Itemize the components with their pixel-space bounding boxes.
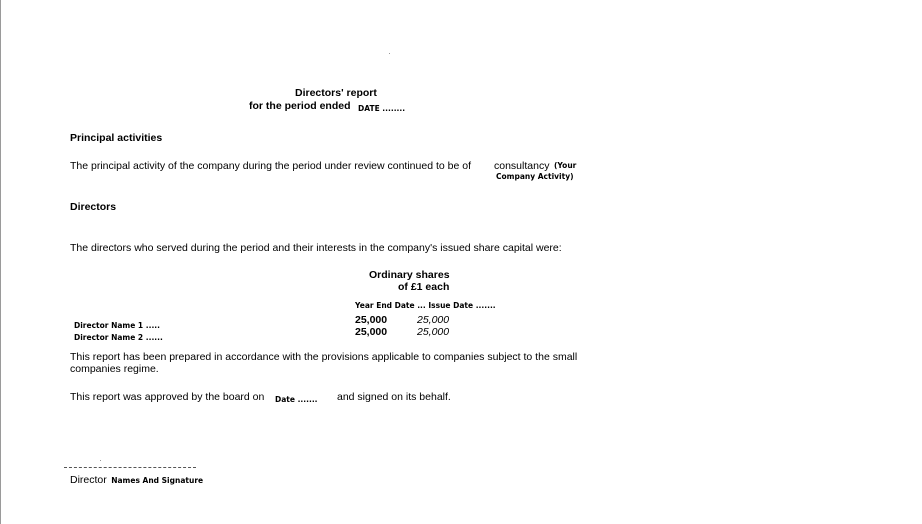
director-name-1: Director Name 1 ..... (74, 321, 161, 330)
report-period-date: DATE ........ (358, 104, 406, 113)
page-left-border (0, 0, 1, 524)
shares-header-line1: Ordinary shares (369, 269, 450, 281)
signature-label (70, 470, 203, 488)
directors-heading: Directors (70, 201, 117, 213)
signature-line (64, 467, 196, 468)
signature-label-rest: Names And Signature (111, 476, 204, 485)
principal-activity-value: consultancy (494, 160, 550, 172)
report-prepared-line2: companies regime. (70, 363, 159, 375)
directors-intro: The directors who served during the period and their interests in the company's issued share capital were: (70, 242, 562, 254)
shares-header-line2: of £1 each (398, 281, 450, 293)
approval-signed-text: and signed on its behalf. (337, 391, 451, 403)
principal-activities-heading: Principal activities (70, 132, 163, 144)
report-period-label: for the period ended (249, 100, 351, 112)
approval-date: Date ....... (275, 395, 318, 404)
principal-activity-note-2: Company Activity) (496, 172, 574, 181)
principal-activities-text: The principal activity of the company during the period under review continued to be of (70, 160, 471, 172)
report-title: Directors' report (295, 87, 377, 99)
director-name-2: Director Name 2 ...... (74, 333, 163, 342)
director-1-issue-shares: 25,000 (417, 314, 450, 326)
director-2-year-end-shares: 25,000 (355, 326, 388, 338)
shares-column-header: Year End Date ... Issue Date ....... (355, 301, 496, 310)
director-1-year-end-shares: 25,000 (355, 314, 388, 326)
director-2-issue-shares: 25,000 (417, 326, 450, 338)
report-prepared-line1: This report has been prepared in accordance with the provisions applicable to companies subject to the small (70, 351, 578, 363)
signature-label-prefix: Director (70, 474, 107, 486)
approval-text: This report was approved by the board on (70, 391, 265, 403)
signature-speck (100, 460, 101, 461)
page-speck (389, 53, 390, 54)
principal-activity-note-1: (Your (554, 161, 577, 170)
